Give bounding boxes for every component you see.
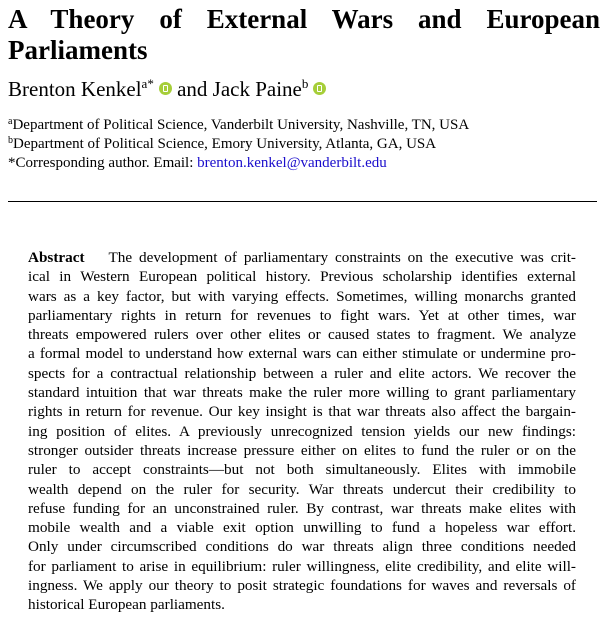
- abstract-line: wars as a key factor, but with varying effects. Sometimes, willing monarchs granted: [28, 287, 576, 305]
- abstract-line: ruler to accept constraints—but not both simultaneously. Elites with immobile: [28, 461, 576, 479]
- abstract-line: wealth depend on the ruler for security. War threats undercut their credibility to: [28, 480, 576, 498]
- abstract-line: parliamentary rights in return for revenues to fight wars. Yet at other times, war: [28, 306, 576, 324]
- author-name: Jack Paine: [212, 77, 302, 101]
- abstract-line: a formal model to understand how external wars can either stimulate or undermine pro-: [28, 345, 576, 363]
- orcid-icon[interactable]: [159, 82, 172, 95]
- affiliation-mark: b: [8, 135, 13, 146]
- corresponding-label: *Corresponding author. Email:: [8, 155, 194, 171]
- abstract-line: rights in return for revenue. Our key insight is that war threats also affect the bargain-: [28, 403, 576, 421]
- title-line-2: Parliaments: [8, 35, 148, 65]
- author-connector: and: [177, 77, 208, 101]
- paper-title: [8, 4, 600, 66]
- abstract-line: historical European parliaments.: [28, 596, 225, 614]
- abstract-line: spects for a contractual relationship between a ruler and elite actors. We recover the: [28, 364, 576, 382]
- abstract-line: threats empowered rulers over other elites or caused states to fragment. We analyze: [28, 326, 576, 344]
- abstract-line: mobile wealth and a viable exit option unwilling to fund a hopeless war effort.: [28, 519, 576, 537]
- divider: [8, 201, 597, 202]
- author-name: Brenton Kenkel: [8, 77, 142, 101]
- title-line-1: A Theory of External Wars and European: [8, 4, 600, 34]
- affiliation-text: Department of Political Science, Emory University, Atlanta, GA, USA: [13, 136, 437, 152]
- abstract-line: ingness. We apply our theory to posit strategic foundations for waves and reversals of: [28, 577, 576, 595]
- affiliation: [8, 116, 469, 135]
- abstract-line: refuse funding for an unconstrained ruler. By contrast, war threats make elites with: [28, 499, 576, 517]
- author-list: [8, 76, 326, 102]
- author-affiliation-mark: b: [301, 76, 309, 91]
- abstract: [28, 248, 576, 615]
- abstract-line-text: The development of parliamentary constraints on the executive was crit-: [108, 249, 576, 266]
- affiliation-mark: a: [8, 116, 13, 127]
- abstract-line: [28, 248, 576, 267]
- abstract-line: Only under circumscribed conditions do war threats align three conditions needed: [28, 538, 576, 556]
- abstract-line: ing position of elites. A previously unrecognized tension yields our new findings:: [28, 422, 576, 440]
- author-affiliation-mark: a*: [141, 76, 154, 91]
- abstract-heading: Abstract: [28, 249, 85, 266]
- abstract-line: ical in Western European political history. Previous scholarship identifies external: [28, 268, 576, 286]
- affiliation: [8, 135, 436, 154]
- email-link[interactable]: brenton.kenkel@vanderbilt.edu: [197, 155, 387, 171]
- corresponding-author: [8, 154, 387, 173]
- abstract-line: stronger outsider threats increase pressure either on elites to fund the ruler or on the: [28, 441, 576, 459]
- abstract-line: for parliament to arise in equilibrium: ruler willingness, elite credibility, and elite will-: [28, 557, 576, 575]
- orcid-icon[interactable]: [313, 82, 326, 95]
- affiliation-text: Department of Political Science, Vanderbilt University, Nashville, TN, USA: [12, 117, 470, 133]
- abstract-line: standard intuition that war threats make the ruler more willing to grant parliamentary: [28, 384, 576, 402]
